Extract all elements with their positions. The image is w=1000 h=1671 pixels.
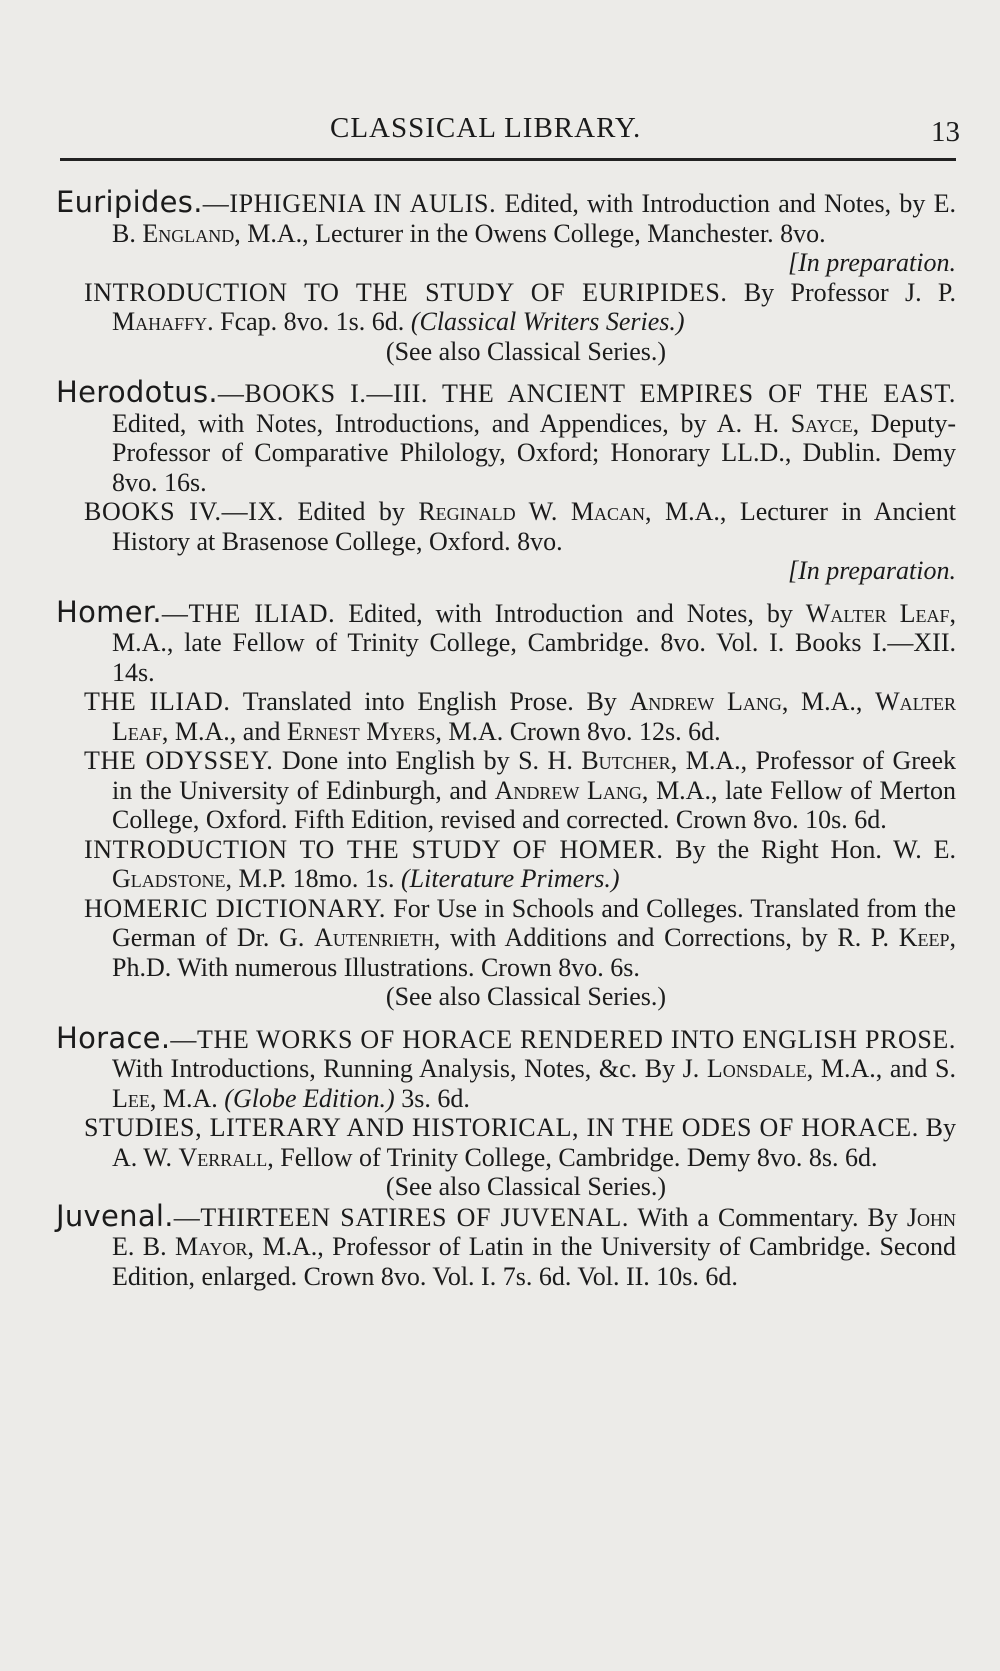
- editor-name: Reginald W. Macan: [418, 497, 645, 526]
- catalogue-entries: [56, 185, 957, 1291]
- translator-name: Andrew Lang: [494, 775, 642, 805]
- entry-herodotus-books-4-9: [56, 497, 956, 586]
- work-title: —THE ILIAD.: [161, 598, 336, 628]
- entry-text: , M.A., Professor of Greek in the University of Edinburgh, and: [112, 746, 957, 805]
- entry-horace-studies: [56, 1113, 956, 1172]
- work-title: BOOKS IV.—IX.: [84, 497, 284, 526]
- work-title: —BOOKS I.—III. THE ANCIENT EMPIRES OF THE EAST.: [217, 379, 956, 408]
- see-also-note: (See also Classical Series.): [385, 982, 667, 1011]
- entry-text: , M.P. 18mo. 1s.: [225, 864, 401, 893]
- entry-text: . Fcap. 8vo. 1s. 6d.: [207, 307, 411, 336]
- entry-text: By A. W.: [112, 1113, 956, 1172]
- entry-text: , Deputy-Professor of Comparative Philology, Oxford; Honorary LL.D., Dublin. Demy 8vo. 16s.: [112, 408, 957, 497]
- entry-text: By Professor J. P.: [727, 277, 957, 307]
- entry-text: , M.A., Professor of Latin in the University of Cambridge. Second Edition, enlarged. Crown 8vo. Vol. I. 7s. 6d. Vol. II. 10s. 6d.: [112, 1232, 956, 1291]
- author-name: Autenrieth: [314, 923, 434, 952]
- author-heading: Herodotus.: [56, 375, 218, 409]
- entry-homer-dictionary: [56, 894, 956, 983]
- work-title: THE ODYSSEY.: [84, 746, 274, 775]
- editor-name: Walter Leaf: [805, 598, 950, 628]
- entry-euripides-iphigenia: [56, 185, 957, 278]
- entry-horace-works: [56, 1020, 956, 1114]
- author-name: Verrall: [178, 1142, 268, 1172]
- author-name: Gladstone: [112, 864, 226, 893]
- entry-text: , with Additions and Corrections, by R. P.: [433, 923, 899, 952]
- price: 3s. 6d.: [394, 1083, 470, 1113]
- header-rule: [60, 158, 956, 161]
- work-title: —IPHIGENIA IN AULIS.: [202, 189, 497, 218]
- work-title: INTRODUCTION TO THE STUDY OF HOMER.: [84, 834, 664, 864]
- status-note: [In preparation.: [787, 556, 956, 585]
- series-note: (Globe Edition.): [224, 1083, 395, 1113]
- entry-text: , Ph.D. With numerous Illustrations. Crown 8vo. 6s.: [112, 923, 956, 982]
- entry-text: , M.A., and: [161, 716, 287, 746]
- translator-name: Walter Leaf: [112, 687, 956, 746]
- entry-text: , M.A.,: [781, 687, 876, 716]
- entry-herodotus-books-1-3: [56, 375, 957, 497]
- author-heading: Horace.: [56, 1020, 171, 1055]
- entry-text: , M.A. Crown 8vo. 12s. 6d.: [435, 716, 721, 746]
- entry-homer-odyssey: [56, 746, 956, 835]
- work-title: INTRODUCTION TO THE STUDY OF EURIPIDES.: [84, 277, 728, 307]
- translator-name: Butcher: [581, 746, 671, 775]
- entry-text: , M.A., Lecturer in the Owens College, Manchester. 8vo.: [234, 218, 826, 248]
- work-title: HOMERIC DICTIONARY.: [84, 893, 387, 923]
- entry-text: For Use in Schools and Colleges. Translated from the German of Dr. G.: [112, 893, 956, 952]
- entry-text: Edited, with Introduction and Notes, by E. B.: [112, 189, 957, 248]
- entry-text: Edited, with Notes, Introductions, and Appendices, by A. H.: [112, 408, 791, 438]
- series-note: (Literature Primers.): [401, 864, 620, 893]
- page-title: CLASSICAL LIBRARY.: [330, 112, 642, 144]
- entry-text: , M.A., and S.: [806, 1054, 956, 1083]
- page-number: 13: [931, 116, 960, 148]
- editor-name: Lee: [112, 1083, 150, 1113]
- entry-homer-introduction: [56, 835, 956, 894]
- entry-homer-iliad-edition: [56, 594, 956, 688]
- entry-euripides-introduction: [56, 278, 956, 337]
- entry-text: , M.A.: [149, 1083, 225, 1113]
- author-heading: Juvenal.: [56, 1198, 174, 1233]
- editor-name: Mahaffy: [112, 307, 208, 336]
- entry-text: , M.A., late Fellow of Trinity College, Cambridge. 8vo. Vol. I. Books I.—XII. 14s.: [112, 598, 956, 687]
- entry-text: , M.A., Lecturer in Ancient History at Brasenose College, Oxford. 8vo.: [112, 497, 956, 556]
- entry-text: Edited by: [283, 497, 419, 526]
- see-also-note: (See also Classical Series.): [385, 336, 667, 366]
- editor-name: John E. B. Mayor: [112, 1202, 956, 1261]
- translator-name: Ernest Myers: [286, 716, 436, 746]
- author-heading: Homer.: [56, 594, 162, 629]
- entry-text: Edited, with Introduction and Notes, by: [335, 598, 806, 628]
- status-note: [In preparation.: [787, 248, 956, 277]
- running-header: [0, 112, 1000, 152]
- work-title: THE ILIAD.: [84, 687, 231, 716]
- see-also-note: (See also Classical Series.): [385, 1172, 667, 1201]
- entry-juvenal-satires: [56, 1198, 956, 1292]
- entry-text: Done into English by S. H.: [273, 746, 582, 775]
- editor-name: Sayce: [790, 408, 853, 438]
- entry-text: With Introductions, Running Analysis, Notes, &c. By J.: [112, 1054, 707, 1083]
- entry-text: , Fellow of Trinity College, Cambridge. Demy 8vo. 8s. 6d.: [267, 1142, 878, 1172]
- work-title: STUDIES, LITERARY AND HISTORICAL, IN THE ODES OF HORACE.: [84, 1113, 919, 1142]
- work-title: —THE WORKS OF HORACE RENDERED INTO ENGLISH PROSE.: [170, 1024, 956, 1054]
- entry-text: Translated into English Prose. By: [230, 687, 630, 716]
- entry-text: By the Right Hon. W. E.: [663, 834, 956, 864]
- editor-name: England: [142, 218, 235, 248]
- entry-text: , M.A., late Fellow of Merton College, Oxford. Fifth Edition, revised and corrected. Crown 8vo. 10s. 6d.: [112, 775, 956, 834]
- series-note: (Classical Writers Series.): [410, 307, 685, 336]
- translator-name: Andrew Lang: [629, 687, 782, 716]
- entry-text: With a Commentary. By: [628, 1202, 907, 1232]
- editor-name: Lonsdale: [706, 1054, 807, 1083]
- work-title: —THIRTEEN SATIRES OF JUVENAL.: [173, 1202, 629, 1232]
- translator-name: Keep: [898, 923, 950, 952]
- author-heading: Euripides.: [56, 185, 203, 219]
- entry-homer-iliad-translation: [56, 687, 956, 746]
